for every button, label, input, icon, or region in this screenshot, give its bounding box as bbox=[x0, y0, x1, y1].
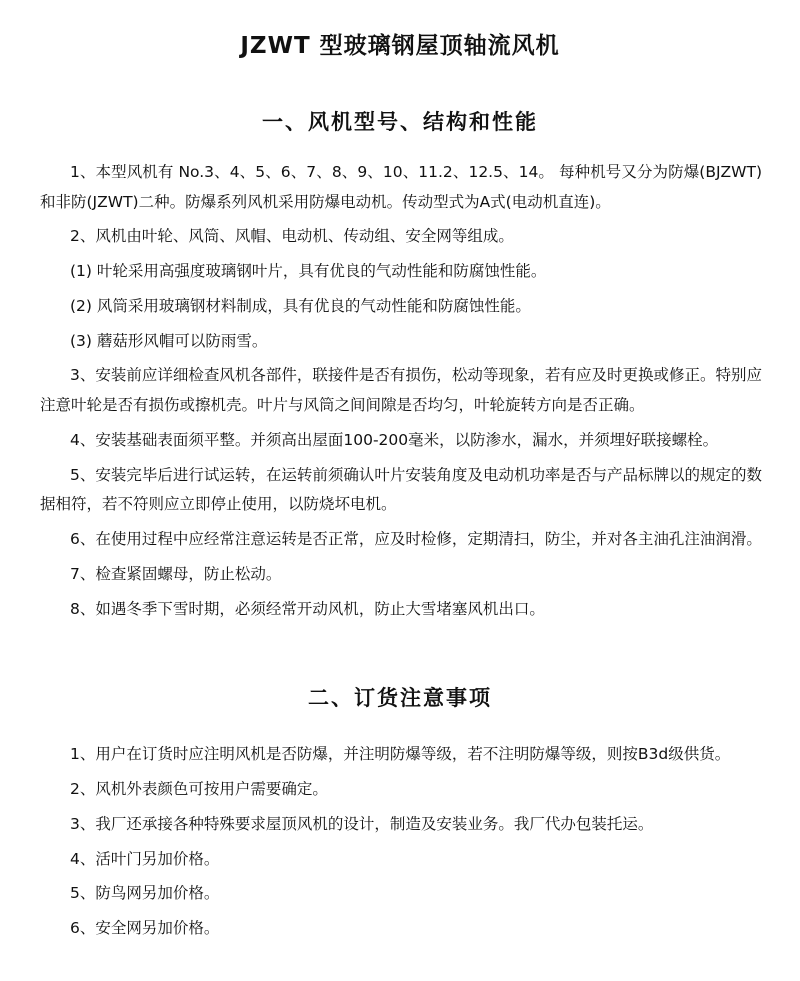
paragraph: 5、安装完毕后进行试运转，在运转前须确认叶片安装角度及电动机功率是否与产品标牌以的规定的数据相符，若不符则应立即停止使用，以防烧坏电机。 bbox=[40, 465, 762, 514]
paragraph: 4、活叶门另加价格。 bbox=[70, 849, 220, 868]
paragraph: 2、风机由叶轮、风筒、风帽、电动机、传动组、安全网等组成。 bbox=[70, 227, 514, 246]
paragraph: 6、在使用过程中应经常注意运转是否正常，应及时检修，定期清扫，防尘，并对各主油孔注油润滑。 bbox=[70, 530, 762, 549]
section-heading-2: 二、订货注意事项 bbox=[308, 686, 492, 711]
paragraph: 1、用户在订货时应注明风机是否防爆，并注明防爆等级，若不注明防爆等级，则按B3d级供货。 bbox=[70, 745, 731, 764]
paragraph: 4、安装基础表面须平整。并须高出屋面100-200毫米，以防渗水，漏水，并须埋好联接螺栓。 bbox=[70, 430, 719, 449]
paragraph: 3、我厂还承接各种特殊要求屋顶风机的设计，制造及安装业务。我厂代办包装托运。 bbox=[70, 814, 654, 833]
paragraph: 1、本型风机有 No.3、4、5、6、7、8、9、10、11.2、12.5、14。 每种机号又分为防爆(BJZWT)和非防(JZWT)二种。防爆系列风机采用防爆电动机。传动型式为A式(电动机直连)。 bbox=[40, 162, 762, 211]
paragraph: 2、风机外表颜色可按用户需要确定。 bbox=[70, 780, 328, 799]
paragraph: (3) 蘑菇形风帽可以防雨雪。 bbox=[70, 331, 268, 350]
section-1-body bbox=[30, 158, 770, 625]
section-2-body bbox=[30, 740, 770, 944]
paragraph: (2) 风筒采用玻璃钢材料制成，具有优良的气动性能和防腐蚀性能。 bbox=[70, 296, 531, 315]
paragraph: (1) 叶轮采用高强度玻璃钢叶片，具有优良的气动性能和防腐蚀性能。 bbox=[70, 262, 547, 281]
section-heading-1: 一、风机型号、结构和性能 bbox=[262, 109, 538, 134]
paragraph: 3、安装前应详细检查风机各部件，联接件是否有损伤，松动等现象，若有应及时更换或修正。特别应注意叶轮是否有损伤或擦机壳。叶片与风筒之间间隙是否均匀，叶轮旋转方向是否正确。 bbox=[40, 366, 762, 415]
paragraph: 5、防鸟网另加价格。 bbox=[70, 884, 220, 903]
paragraph: 8、如遇冬季下雪时期，必须经常开动风机，防止大雪堵塞风机出口。 bbox=[70, 599, 545, 618]
paragraph: 7、检查紧固螺母，防止松动。 bbox=[70, 564, 282, 583]
paragraph: 6、安全网另加价格。 bbox=[70, 919, 220, 938]
page-title: JZWT 型玻璃钢屋顶轴流风机 bbox=[240, 33, 560, 59]
